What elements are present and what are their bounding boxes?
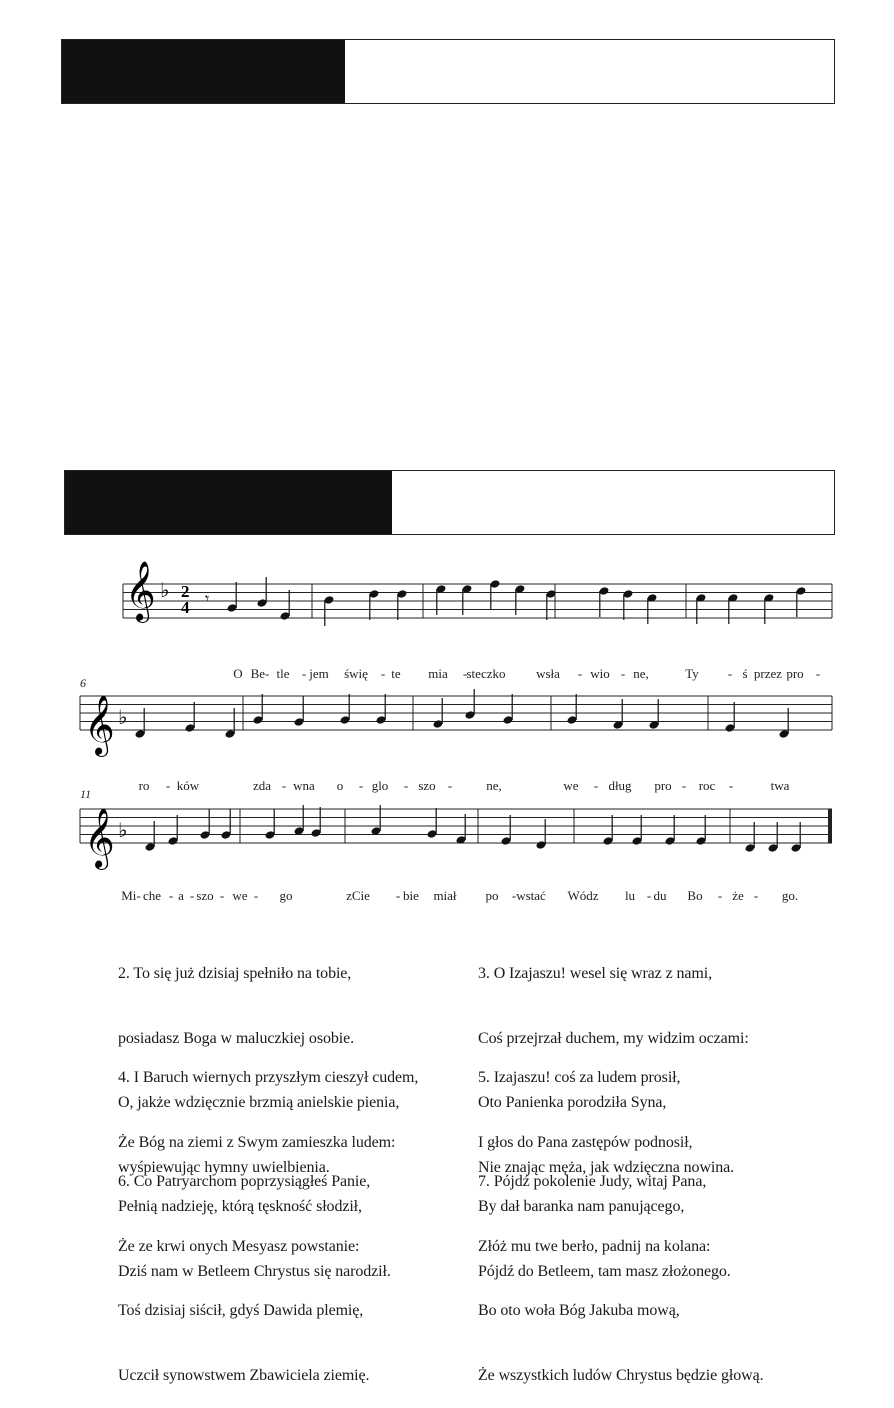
verse-line: Pójdź do Betleem, tam masz złożonego. — [478, 1262, 731, 1280]
lyric-syllable: - — [281, 778, 287, 793]
lyric-syllable: o — [336, 778, 344, 793]
verse-line: Oto Panienka porodziła Syna, — [478, 1094, 667, 1111]
lyric-syllable: - — [403, 778, 409, 793]
verse-line: posiadasz Boga w maluczkiej osobie. — [118, 1029, 354, 1047]
lyric-syllable: ków — [176, 778, 200, 793]
lyric-syllable: - — [301, 666, 307, 681]
lyric-syllable: du — [653, 888, 667, 903]
lyric-syllable: Bo — [687, 888, 703, 903]
header-bar-song — [64, 470, 835, 535]
lyric-syllable: bie — [403, 888, 419, 903]
lyric-syllable: pro — [786, 666, 804, 681]
verse-line: 7. Pójdź pokolenie Judy, witaj Pana, — [478, 1173, 707, 1190]
header-black-block — [65, 471, 392, 534]
staff-lines — [80, 809, 832, 843]
lyrics-line — [121, 888, 798, 903]
lyric-syllable: wstać — [516, 888, 546, 903]
measure-number: 11 — [80, 787, 92, 801]
lyric-syllable: przez — [753, 666, 783, 681]
header-bar-top — [61, 39, 835, 104]
music-staff-system-3 — [0, 785, 894, 915]
lyric-syllable: jem — [309, 666, 329, 681]
lyric-syllable: - — [620, 666, 626, 681]
lyric-syllable: - — [462, 666, 468, 681]
lyric-syllable: lu — [624, 888, 636, 903]
header-black-block — [62, 40, 345, 103]
verse-line: Że wszystkich ludów Chrystus będzie głową. — [478, 1366, 764, 1384]
lyric-syllable: ne, — [486, 778, 502, 793]
verse-line: Coś przejrzał duchem, my widzim oczami: — [478, 1029, 749, 1047]
lyric-syllable: zCie — [346, 888, 370, 903]
lyric-syllable: wsła — [536, 666, 560, 681]
verse-6 — [118, 1128, 370, 1408]
lyric-syllable: te — [391, 666, 401, 681]
lyric-syllable: - — [168, 888, 174, 903]
lyric-syllable: Mi- — [121, 888, 141, 903]
time-signature-top: 2 — [181, 582, 190, 601]
lyric-syllable: ś — [742, 666, 748, 681]
lyric-syllable: glo — [371, 778, 389, 793]
lyric-syllable: - — [727, 666, 733, 681]
eighth-rest-icon: 𝄾 — [205, 589, 210, 608]
verse-line: 4. I Baruch wiernych przyszłym cieszył cudem, — [118, 1069, 419, 1086]
flat-key-signature-icon: ♭ — [118, 705, 128, 729]
lyric-syllable: wio — [590, 666, 610, 681]
lyric-syllable: - — [717, 888, 723, 903]
lyric-syllable: steczko — [466, 666, 506, 681]
verse-line: Złóż mu twe berło, padnij na kolana: — [478, 1237, 711, 1255]
lyric-syllable: go — [279, 888, 293, 903]
notes — [145, 805, 802, 853]
lyric-syllable: - — [577, 666, 583, 681]
lyric-syllable: we — [232, 888, 248, 903]
verse-line: Uczcił synowstwem Zbawiciela ziemię. — [118, 1366, 370, 1384]
lyric-syllable: że — [732, 888, 744, 903]
lyric-syllable: go. — [781, 888, 799, 903]
lyric-syllable: a — [178, 888, 184, 903]
lyric-syllable: - — [358, 778, 364, 793]
lyric-syllable: we — [563, 778, 579, 793]
verse-line: 5. Izajaszu! coś za ludem prosił, — [478, 1069, 681, 1086]
music-staff-system-2 — [0, 672, 894, 802]
lyric-syllable: ne, — [633, 666, 649, 681]
verse-line: Że Bóg na ziemi z Swym zamieszka ludem: — [118, 1133, 396, 1151]
verse-line: Nie znając męża, jak wdzięczna nowina. — [478, 1158, 735, 1176]
flat-key-signature-icon: ♭ — [118, 818, 128, 842]
lyric-syllable: pro — [654, 778, 672, 793]
verse-line: 3. O Izajaszu! wesel się wraz z nami, — [478, 965, 712, 982]
lyric-syllable: O — [233, 666, 243, 681]
lyric-syllable: - — [447, 778, 453, 793]
lyric-syllable: wna — [293, 778, 315, 793]
lyric-syllable: zda — [252, 778, 272, 793]
verse-line: Że ze krwi onych Mesyasz powstanie: — [118, 1237, 360, 1255]
measure-number: 6 — [80, 676, 86, 690]
lyric-syllable: - — [593, 778, 599, 793]
verse-line: I głos do Pana zastępów podnosił, — [478, 1133, 693, 1151]
lyric-syllable: szo — [418, 778, 436, 793]
lyric-syllable: - — [728, 778, 734, 793]
flat-key-signature-icon: ♭ — [160, 578, 170, 602]
verse-line: 6. Co Patryarchom poprzysiągłeś Panie, — [118, 1173, 371, 1190]
lyric-syllable: - — [511, 888, 517, 903]
treble-clef-icon: 𝄞 — [84, 695, 115, 755]
lyric-syllable: szo — [196, 888, 214, 903]
lyric-syllable: mia — [428, 666, 448, 681]
treble-clef-icon: 𝄞 — [125, 561, 156, 621]
verse-line: Toś dzisiaj siścił, gdyś Dawida plemię, — [118, 1302, 364, 1319]
lyric-syllable: twa — [770, 778, 790, 793]
verse-7 — [478, 1128, 764, 1408]
lyric-syllable: - — [380, 666, 386, 681]
lyric-syllable: roc — [698, 778, 716, 793]
verse-line: 2. To się już dzisiaj spełniło na tobie, — [118, 965, 352, 982]
lyric-syllable: - — [815, 666, 821, 681]
lyric-syllable: - — [189, 888, 195, 903]
lyric-syllable: - — [253, 888, 259, 903]
lyric-syllable: - — [681, 778, 687, 793]
verse-line: Bo oto woła Bóg Jakuba mową, — [478, 1302, 680, 1319]
lyric-syllable: - — [395, 888, 401, 903]
lyric-syllable: Be- — [250, 666, 270, 681]
verse-line: wyśpiewując hymny uwielbienia. — [118, 1158, 330, 1176]
lyric-syllable: tle — [276, 666, 290, 681]
verse-line: O, jakże wdzięcznie brzmią anielskie pienia, — [118, 1094, 400, 1111]
lyric-syllable: ro — [138, 778, 150, 793]
lyric-syllable: po — [485, 888, 499, 903]
verse-line: Pełnią nadzieję, którą tęskność słodził, — [118, 1198, 362, 1215]
lyric-syllable: Wódz — [567, 888, 599, 903]
staff-lines — [123, 584, 832, 618]
lyric-syllable: - — [753, 888, 759, 903]
lyric-syllable: - — [165, 778, 171, 793]
music-staff-system-1 — [0, 560, 894, 690]
lyric-syllable: - — [646, 888, 652, 903]
verse-line: By dał baranka nam panującego, — [478, 1198, 685, 1215]
verse-line: Dziś nam w Betleem Chrystus się narodził. — [118, 1262, 391, 1280]
lyric-syllable: dług — [608, 778, 632, 793]
lyric-syllable: - — [219, 888, 225, 903]
lyric-syllable: miał — [433, 888, 457, 903]
lyric-syllable: Ty — [685, 666, 699, 681]
treble-clef-icon: 𝄞 — [84, 808, 115, 868]
time-signature-bottom: 4 — [181, 598, 190, 617]
lyric-syllable: świę — [344, 666, 368, 681]
lyric-syllable: che — [142, 888, 162, 903]
